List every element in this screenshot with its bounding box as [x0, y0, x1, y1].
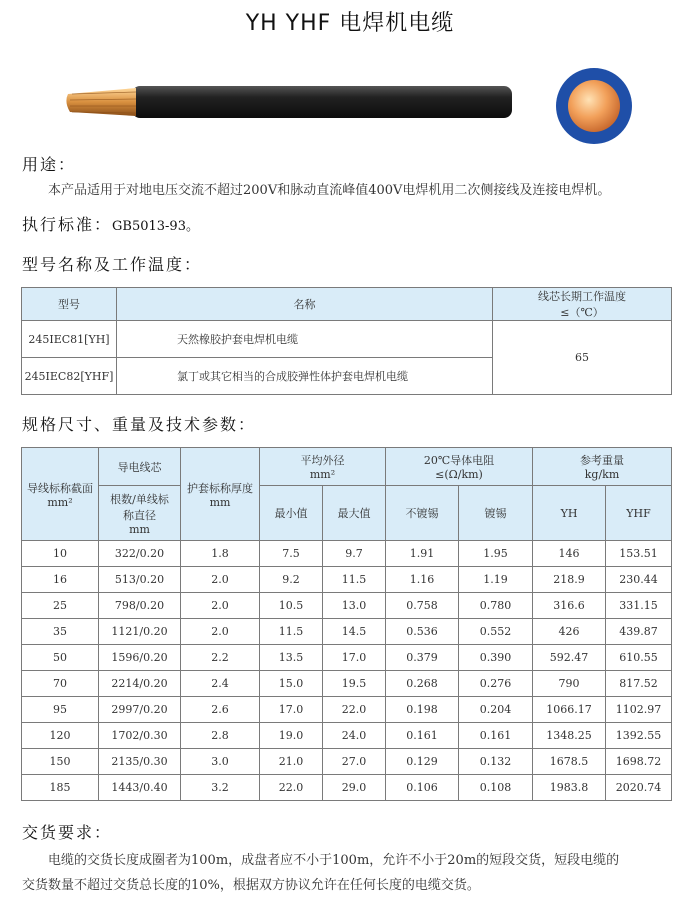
- res-tinned-cell: 0.161: [459, 723, 533, 749]
- col-area: [22, 448, 99, 541]
- standard-value: GB5013-93。: [112, 219, 199, 234]
- sheath-cell: 2.4: [181, 671, 260, 697]
- col-sheath-label: 护套标称厚度: [187, 481, 253, 495]
- strand-cell: 798/0.20: [99, 593, 181, 619]
- res-tinned-cell: 1.95: [459, 541, 533, 567]
- col-sheath: [181, 448, 260, 541]
- delivery-line-2: 交货数量不超过交货总长度的10%，根据双方协议允许在任何长度的电缆交货。: [22, 878, 480, 893]
- strand-cell: 2214/0.20: [99, 671, 181, 697]
- od-max-cell: 14.5: [323, 619, 386, 645]
- standard-line: [22, 212, 199, 235]
- col-area-unit: mm²: [47, 495, 73, 509]
- weight-yhf-cell: 1392.55: [606, 723, 672, 749]
- area-cell: 35: [22, 619, 99, 645]
- copper-core: [568, 80, 620, 132]
- od-min-cell: 7.5: [260, 541, 323, 567]
- delivery-text-2: [22, 873, 682, 898]
- cable-photo: [62, 82, 512, 122]
- spec-heading: 规格尺寸、重量及技术参数：: [22, 415, 257, 434]
- weight-yh-cell: 316.6: [533, 593, 606, 619]
- sheath-cell: 3.0: [181, 749, 260, 775]
- name-cell: 氯丁或其它相当的合成胶弹性体护套电焊机电缆: [117, 358, 493, 395]
- od-min-cell: 19.0: [260, 723, 323, 749]
- od-min-cell: 10.5: [260, 593, 323, 619]
- delivery-heading: 交货要求：: [22, 823, 113, 842]
- sheath-cell: 2.0: [181, 567, 260, 593]
- strand-cell: 2997/0.20: [99, 697, 181, 723]
- col-od: [260, 448, 386, 486]
- od-min-cell: 22.0: [260, 775, 323, 801]
- weight-yhf-cell: 817.52: [606, 671, 672, 697]
- res-plain-cell: 0.161: [386, 723, 459, 749]
- temperature-cell: 65: [493, 321, 672, 395]
- strand-cell: 322/0.20: [99, 541, 181, 567]
- col-od-label: 平均外径: [300, 454, 345, 467]
- strand-cell: 2135/0.30: [99, 749, 181, 775]
- weight-yhf-cell: 2020.74: [606, 775, 672, 801]
- od-min-cell: 17.0: [260, 697, 323, 723]
- col-conductor: 导电线芯: [99, 448, 181, 486]
- area-cell: 70: [22, 671, 99, 697]
- col-sheath-unit: mm: [209, 495, 231, 509]
- table-row: [22, 723, 672, 749]
- cable-cross-section: [556, 68, 632, 144]
- strand-cell: 1702/0.30: [99, 723, 181, 749]
- od-min-cell: 13.5: [260, 645, 323, 671]
- delivery-line-1: 电缆的交货长度成圈者为100m，成盘者应不小于100m，允许不小于20m的短段交货，短段电缆的: [48, 853, 620, 868]
- weight-yh-cell: 592.47: [533, 645, 606, 671]
- col-model: 型号: [22, 288, 117, 321]
- sheath-cell: 2.6: [181, 697, 260, 723]
- weight-yh-cell: 1678.5: [533, 749, 606, 775]
- model-cell: 245IEC82[YHF]: [22, 358, 117, 395]
- area-cell: 120: [22, 723, 99, 749]
- col-name: 名称: [117, 288, 493, 321]
- od-min-cell: 21.0: [260, 749, 323, 775]
- weight-yh-cell: 1348.25: [533, 723, 606, 749]
- res-plain-cell: 0.129: [386, 749, 459, 775]
- area-cell: 50: [22, 645, 99, 671]
- col-od-unit: mm²: [309, 468, 336, 481]
- sheath-cell: 2.8: [181, 723, 260, 749]
- col-strand: [99, 486, 181, 541]
- res-plain-cell: 0.379: [386, 645, 459, 671]
- od-min-cell: 9.2: [260, 567, 323, 593]
- sheath-cell: 2.2: [181, 645, 260, 671]
- od-max-cell: 22.0: [323, 697, 386, 723]
- weight-yhf-cell: 230.44: [606, 567, 672, 593]
- res-plain-cell: 0.106: [386, 775, 459, 801]
- area-cell: 95: [22, 697, 99, 723]
- res-plain-cell: 0.758: [386, 593, 459, 619]
- spec-body: [22, 541, 672, 801]
- od-max-cell: 17.0: [323, 645, 386, 671]
- res-plain-cell: 1.91: [386, 541, 459, 567]
- res-tinned-cell: 0.390: [459, 645, 533, 671]
- strand-cell: 513/0.20: [99, 567, 181, 593]
- col-temperature-unit: ≤（℃）: [560, 306, 604, 319]
- table-row: [22, 775, 672, 801]
- col-resistance-unit: ≤(Ω/km): [435, 468, 483, 481]
- model-cell: 245IEC81[YH]: [22, 321, 117, 358]
- col-temperature-label: 线芯长期工作温度: [538, 290, 626, 303]
- res-plain-cell: 0.268: [386, 671, 459, 697]
- usage-heading: 用途：: [22, 155, 77, 174]
- table-row: [22, 697, 672, 723]
- sheath-cell: 2.0: [181, 619, 260, 645]
- weight-yhf-cell: 153.51: [606, 541, 672, 567]
- area-cell: 150: [22, 749, 99, 775]
- od-max-cell: 11.5: [323, 567, 386, 593]
- od-max-cell: 9.7: [323, 541, 386, 567]
- weight-yhf-cell: 1102.97: [606, 697, 672, 723]
- res-tinned-cell: 1.19: [459, 567, 533, 593]
- sheath-cell: 2.0: [181, 593, 260, 619]
- standard-heading: 执行标准：: [22, 215, 113, 234]
- res-tinned-cell: 0.552: [459, 619, 533, 645]
- od-max-cell: 19.5: [323, 671, 386, 697]
- usage-text: 本产品适用于对地电压交流不超过200V和脉动直流峰值400V电焊机用二次侧接线及连接电焊机。: [48, 183, 611, 198]
- sheath-cell: 3.2: [181, 775, 260, 801]
- od-min-cell: 11.5: [260, 619, 323, 645]
- name-cell: 天然橡胶护套电焊机电缆: [117, 321, 493, 358]
- col-weight-yh: YH: [533, 486, 606, 541]
- strand-cell: 1443/0.40: [99, 775, 181, 801]
- col-weight: [533, 448, 672, 486]
- table-row: [22, 671, 672, 697]
- strand-cell: 1121/0.20: [99, 619, 181, 645]
- area-cell: 25: [22, 593, 99, 619]
- col-strand-label: 根数/单线标称直径: [110, 492, 169, 522]
- od-max-cell: 24.0: [323, 723, 386, 749]
- weight-yhf-cell: 610.55: [606, 645, 672, 671]
- res-tinned-cell: 0.108: [459, 775, 533, 801]
- res-plain-cell: 0.198: [386, 697, 459, 723]
- table-row: [22, 749, 672, 775]
- col-od-min: 最小值: [260, 486, 323, 541]
- res-tinned-cell: 0.276: [459, 671, 533, 697]
- res-tinned-cell: 0.204: [459, 697, 533, 723]
- area-cell: 10: [22, 541, 99, 567]
- col-weight-label: 参考重量: [580, 454, 624, 467]
- weight-yh-cell: 1983.8: [533, 775, 606, 801]
- res-plain-cell: 1.16: [386, 567, 459, 593]
- table-row: [22, 645, 672, 671]
- sheath-cell: 1.8: [181, 541, 260, 567]
- res-tinned-cell: 0.780: [459, 593, 533, 619]
- col-res-tinned: 镀锡: [459, 486, 533, 541]
- weight-yh-cell: 426: [533, 619, 606, 645]
- col-area-label: 导线标称截面: [27, 481, 93, 495]
- res-tinned-cell: 0.132: [459, 749, 533, 775]
- col-strand-unit: mm: [129, 522, 150, 536]
- col-weight-yhf: YHF: [606, 486, 672, 541]
- model-heading: 型号名称及工作温度：: [22, 255, 203, 274]
- weight-yhf-cell: 1698.72: [606, 749, 672, 775]
- table-row: [22, 321, 672, 358]
- delivery-text: [48, 848, 688, 873]
- weight-yh-cell: 790: [533, 671, 606, 697]
- col-res-plain: 不镀锡: [386, 486, 459, 541]
- od-max-cell: 29.0: [323, 775, 386, 801]
- table-row: [22, 593, 672, 619]
- col-resistance: [386, 448, 533, 486]
- spec-table: [21, 447, 672, 801]
- col-weight-unit: kg/km: [584, 468, 620, 481]
- col-resistance-label: 20℃导体电阻: [423, 454, 495, 467]
- weight-yh-cell: 218.9: [533, 567, 606, 593]
- weight-yh-cell: 146: [533, 541, 606, 567]
- area-cell: 16: [22, 567, 99, 593]
- area-cell: 185: [22, 775, 99, 801]
- col-od-max: 最大值: [323, 486, 386, 541]
- page-title: YH YHF 电焊机电缆: [245, 11, 455, 36]
- res-plain-cell: 0.536: [386, 619, 459, 645]
- weight-yhf-cell: 331.15: [606, 593, 672, 619]
- table-row: [22, 567, 672, 593]
- col-temperature: [493, 288, 672, 321]
- table-row: [22, 619, 672, 645]
- weight-yhf-cell: 439.87: [606, 619, 672, 645]
- od-max-cell: 13.0: [323, 593, 386, 619]
- od-max-cell: 27.0: [323, 749, 386, 775]
- model-table: [21, 287, 672, 395]
- strand-cell: 1596/0.20: [99, 645, 181, 671]
- table-row: [22, 541, 672, 567]
- od-min-cell: 15.0: [260, 671, 323, 697]
- weight-yh-cell: 1066.17: [533, 697, 606, 723]
